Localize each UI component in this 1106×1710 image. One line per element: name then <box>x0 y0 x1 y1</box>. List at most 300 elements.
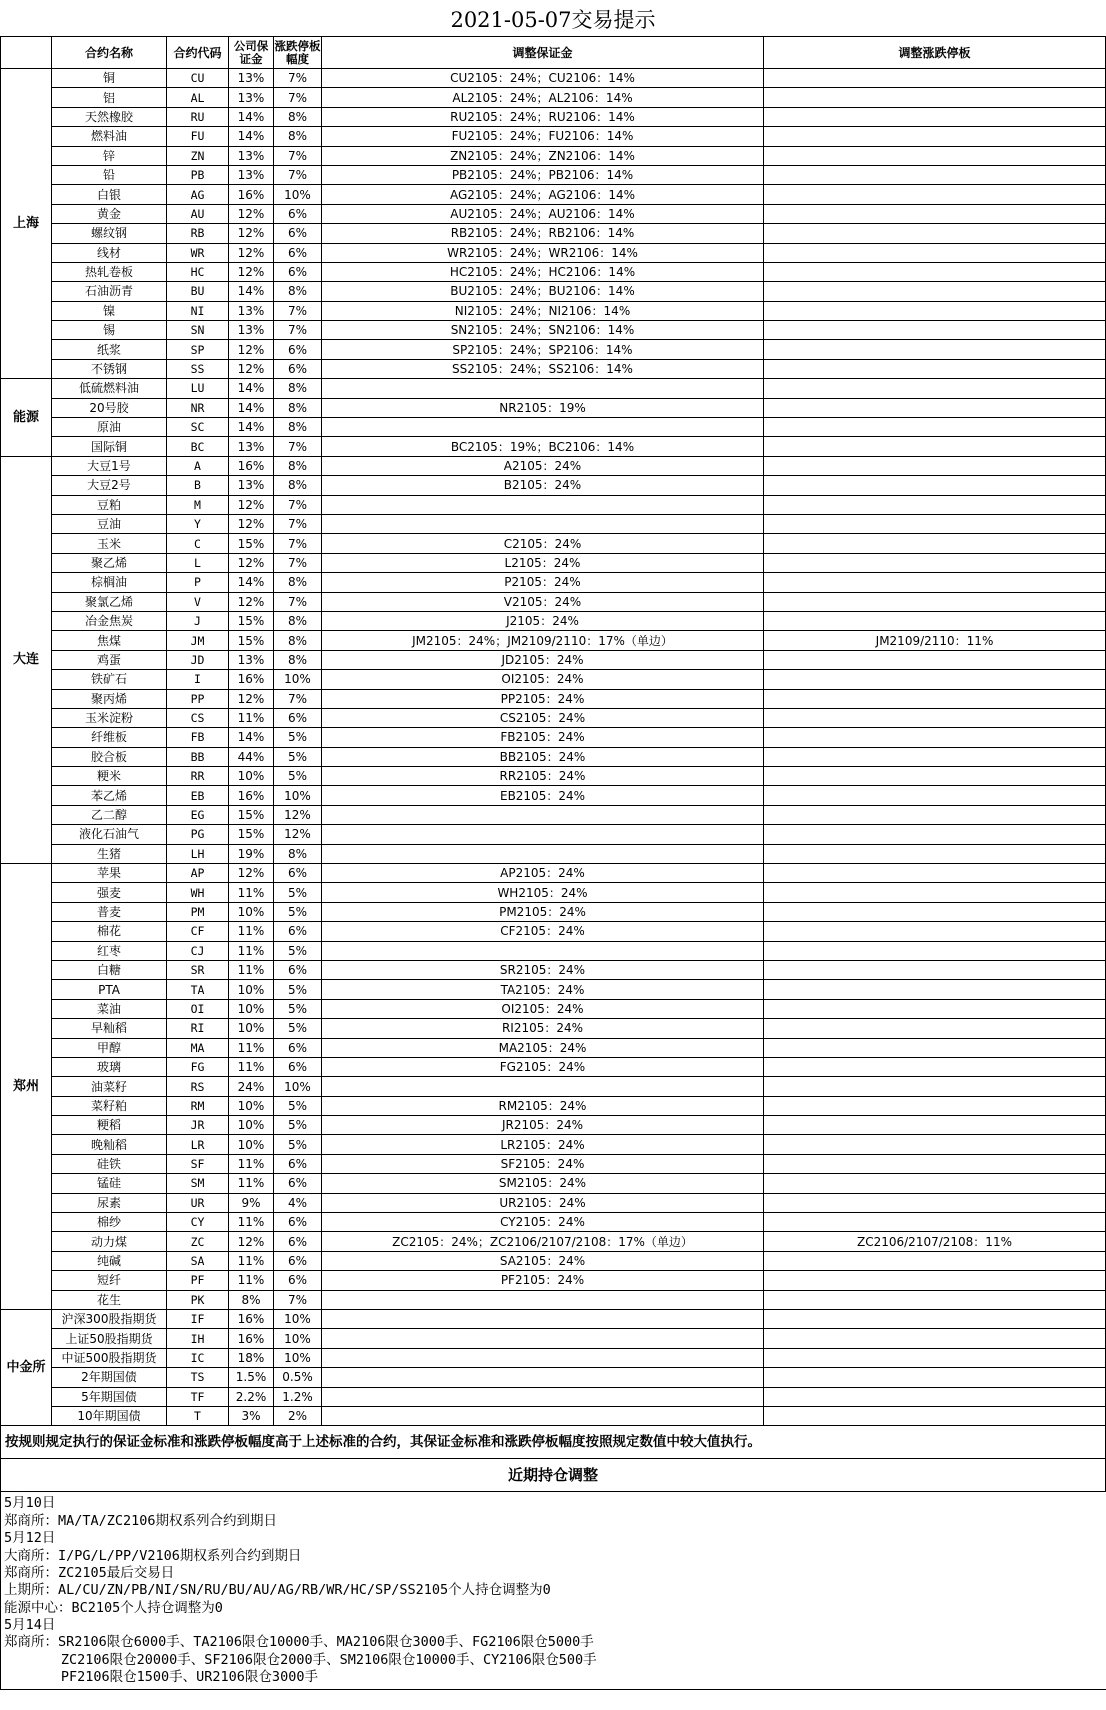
table-row <box>1 922 1106 941</box>
table-row <box>1 805 1106 824</box>
adjusted-limit-cell <box>764 243 1106 262</box>
notes-line: 郑商所：MA/TA/ZC2106期权系列合约到期日 <box>4 1512 278 1529</box>
margin-cell: 11% <box>229 883 274 902</box>
contract-code-cell: RU <box>167 107 229 126</box>
contract-code-cell: JM <box>167 631 229 650</box>
adjusted-limit-cell <box>764 262 1106 281</box>
notes-line: 5月12日 <box>4 1530 56 1547</box>
limit-cell: 7% <box>274 689 322 708</box>
contract-name-cell: 纸浆 <box>52 340 167 359</box>
table-row <box>1 883 1106 902</box>
contract-name-cell: 聚丙烯 <box>52 689 167 708</box>
adjusted-margin-cell <box>322 495 764 514</box>
contract-name-cell: PTA <box>52 980 167 999</box>
limit-cell: 8% <box>274 107 322 126</box>
limit-cell: 7% <box>274 592 322 611</box>
contract-name-cell: 大豆1号 <box>52 456 167 475</box>
header-adj-margin: 调整保证金 <box>322 37 764 69</box>
adjusted-margin-cell: OI2105：24% <box>322 670 764 689</box>
margin-cell: 12% <box>229 243 274 262</box>
margin-cell: 14% <box>229 379 274 398</box>
contract-code-cell: M <box>167 495 229 514</box>
margin-cell: 12% <box>229 553 274 572</box>
margin-cell: 12% <box>229 514 274 533</box>
limit-cell: 8% <box>274 282 322 301</box>
limit-cell: 7% <box>274 146 322 165</box>
contract-name-cell: 纯碱 <box>52 1251 167 1270</box>
margin-cell: 16% <box>229 786 274 805</box>
contract-name-cell: 白银 <box>52 185 167 204</box>
table-row <box>1 708 1106 727</box>
section-row <box>1 1459 1106 1492</box>
adjusted-margin-cell <box>322 941 764 960</box>
limit-cell: 10% <box>274 1348 322 1367</box>
adjusted-limit-cell <box>764 1271 1106 1290</box>
margin-cell: 10% <box>229 767 274 786</box>
contract-name-cell: 不锈钢 <box>52 359 167 378</box>
contract-name-cell: 5年期国债 <box>52 1387 167 1406</box>
margin-cell: 13% <box>229 437 274 456</box>
table-row <box>1 592 1106 611</box>
margin-cell: 11% <box>229 1251 274 1270</box>
adjusted-margin-cell: JR2105：24% <box>322 1116 764 1135</box>
margin-cell: 13% <box>229 69 274 88</box>
adjusted-limit-cell <box>764 69 1106 88</box>
adjusted-limit-cell <box>764 1116 1106 1135</box>
margin-cell: 11% <box>229 1057 274 1076</box>
table-row <box>1 165 1106 184</box>
adjusted-limit-cell <box>764 456 1106 475</box>
table-row <box>1 456 1106 475</box>
adjusted-margin-cell <box>322 805 764 824</box>
adjusted-margin-cell: PM2105：24% <box>322 902 764 921</box>
margin-cell: 14% <box>229 418 274 437</box>
adjusted-margin-cell <box>322 844 764 863</box>
table-row <box>1 1213 1106 1232</box>
adjusted-margin-cell: SF2105：24% <box>322 1154 764 1173</box>
limit-cell: 5% <box>274 883 322 902</box>
adjusted-limit-cell <box>764 689 1106 708</box>
contract-code-cell: BC <box>167 437 229 456</box>
contract-name-cell: 纤维板 <box>52 728 167 747</box>
notes-line: 大商所：I/PG/L/PP/V2106期权系列合约到期日 <box>4 1547 302 1564</box>
contract-name-cell: 乙二醇 <box>52 805 167 824</box>
contract-name-cell: 玉米 <box>52 534 167 553</box>
contract-code-cell: SR <box>167 960 229 979</box>
header-adj-limit: 调整涨跌停板 <box>764 37 1106 69</box>
table-row <box>1 1290 1106 1309</box>
adjusted-limit-cell <box>764 670 1106 689</box>
table-row <box>1 1019 1106 1038</box>
contract-name-cell: 棉纱 <box>52 1213 167 1232</box>
margin-cell: 12% <box>229 340 274 359</box>
contract-code-cell: SM <box>167 1174 229 1193</box>
adjusted-limit-cell <box>764 728 1106 747</box>
limit-cell: 8% <box>274 398 322 417</box>
table-row <box>1 437 1106 456</box>
contract-name-cell: 冶金焦炭 <box>52 611 167 630</box>
limit-cell: 7% <box>274 88 322 107</box>
limit-cell: 7% <box>274 437 322 456</box>
contract-code-cell: SC <box>167 418 229 437</box>
table-row <box>1 1038 1106 1057</box>
contract-code-cell: CJ <box>167 941 229 960</box>
table-row <box>1 379 1106 398</box>
margin-cell: 18% <box>229 1348 274 1367</box>
table-row <box>1 1368 1106 1387</box>
adjusted-limit-cell <box>764 495 1106 514</box>
adjusted-margin-cell: CY2105：24% <box>322 1213 764 1232</box>
margin-cell: 16% <box>229 670 274 689</box>
contract-name-cell: 焦煤 <box>52 631 167 650</box>
limit-cell: 8% <box>274 379 322 398</box>
contract-name-cell: 粳米 <box>52 767 167 786</box>
notes-line: 5月14日 <box>4 1617 56 1634</box>
table-row <box>1 1329 1106 1348</box>
adjusted-margin-cell <box>322 514 764 533</box>
table-row <box>1 185 1106 204</box>
adjusted-margin-cell: AG2105：24%；AG2106：14% <box>322 185 764 204</box>
adjusted-margin-cell: MA2105：24% <box>322 1038 764 1057</box>
contract-name-cell: 苯乙烯 <box>52 786 167 805</box>
table-row <box>1 476 1106 495</box>
adjusted-limit-cell <box>764 825 1106 844</box>
margin-cell: 1.5% <box>229 1368 274 1387</box>
margin-cell: 11% <box>229 960 274 979</box>
adjusted-margin-cell: ZC2105：24%；ZC2106/2107/2108：17%（单边） <box>322 1232 764 1251</box>
contract-code-cell: TS <box>167 1368 229 1387</box>
contract-name-cell: 棉花 <box>52 922 167 941</box>
contract-code-cell: SS <box>167 359 229 378</box>
adjusted-margin-cell: TA2105：24% <box>322 980 764 999</box>
contract-code-cell: AL <box>167 88 229 107</box>
contract-code-cell: OI <box>167 999 229 1018</box>
header-code: 合约代码 <box>167 37 229 69</box>
contract-code-cell: J <box>167 611 229 630</box>
margin-cell: 12% <box>229 262 274 281</box>
limit-cell: 6% <box>274 1251 322 1270</box>
table-row <box>1 902 1106 921</box>
adjusted-limit-cell <box>764 1096 1106 1115</box>
adjusted-limit-cell <box>764 1213 1106 1232</box>
adjusted-margin-cell: SP2105：24%；SP2106：14% <box>322 340 764 359</box>
limit-cell: 8% <box>274 127 322 146</box>
contract-code-cell: BU <box>167 282 229 301</box>
table-row <box>1 747 1106 766</box>
table-body <box>1 69 1106 1426</box>
adjusted-margin-cell: AL2105：24%；AL2106：14% <box>322 88 764 107</box>
table-row <box>1 611 1106 630</box>
contract-name-cell: 中证500股指期货 <box>52 1348 167 1367</box>
limit-cell: 5% <box>274 980 322 999</box>
adjusted-limit-cell <box>764 1348 1106 1367</box>
contract-code-cell: NR <box>167 398 229 417</box>
contract-code-cell: AU <box>167 204 229 223</box>
adjusted-limit-cell <box>764 224 1106 243</box>
margin-cell: 12% <box>229 359 274 378</box>
adjusted-margin-cell <box>322 1310 764 1329</box>
contract-name-cell: 大豆2号 <box>52 476 167 495</box>
contract-code-cell: IH <box>167 1329 229 1348</box>
contract-name-cell: 聚乙烯 <box>52 553 167 572</box>
adjusted-margin-cell: WH2105：24% <box>322 883 764 902</box>
contract-code-cell: TA <box>167 980 229 999</box>
contract-code-cell: RR <box>167 767 229 786</box>
table-row <box>1 1232 1106 1251</box>
adjusted-margin-cell <box>322 1329 764 1348</box>
margin-cell: 16% <box>229 1310 274 1329</box>
contract-name-cell: 生猪 <box>52 844 167 863</box>
adjusted-margin-cell <box>322 1406 764 1425</box>
limit-cell: 6% <box>274 960 322 979</box>
contract-code-cell: EG <box>167 805 229 824</box>
table-row <box>1 204 1106 223</box>
margin-cell: 10% <box>229 1096 274 1115</box>
table-row <box>1 1251 1106 1270</box>
contract-name-cell: 红枣 <box>52 941 167 960</box>
contract-code-cell: ZC <box>167 1232 229 1251</box>
exchange-cell: 大连 <box>1 456 52 863</box>
adjusted-margin-cell: CU2105：24%；CU2106：14% <box>322 69 764 88</box>
adjusted-margin-cell: NI2105：24%；NI2106：14% <box>322 301 764 320</box>
contract-code-cell: LU <box>167 379 229 398</box>
adjusted-limit-cell <box>764 999 1106 1018</box>
contract-code-cell: PP <box>167 689 229 708</box>
adjusted-limit-cell <box>764 1251 1106 1270</box>
header-limit: 涨跌停板幅度 <box>274 37 322 69</box>
adjusted-limit-cell <box>764 1135 1106 1154</box>
contract-code-cell: LH <box>167 844 229 863</box>
limit-cell: 6% <box>274 1213 322 1232</box>
margin-cell: 13% <box>229 476 274 495</box>
adjusted-margin-cell: PB2105：24%；PB2106：14% <box>322 165 764 184</box>
contract-code-cell: JD <box>167 650 229 669</box>
adjusted-limit-cell <box>764 534 1106 553</box>
contract-code-cell: V <box>167 592 229 611</box>
notes-line: 郑商所：SR2106限仓6000手、TA2106限仓10000手、MA2106限仓3000手、FG2106限仓5000手 <box>4 1634 594 1651</box>
margin-cell: 10% <box>229 1135 274 1154</box>
adjusted-margin-cell: SA2105：24% <box>322 1251 764 1270</box>
margin-cell: 13% <box>229 165 274 184</box>
contract-name-cell: 铝 <box>52 88 167 107</box>
contract-name-cell: 燃料油 <box>52 127 167 146</box>
adjusted-limit-cell <box>764 379 1106 398</box>
adjusted-margin-cell: CF2105：24% <box>322 922 764 941</box>
adjusted-limit-cell <box>764 980 1106 999</box>
adjusted-limit-cell <box>764 902 1106 921</box>
contract-name-cell: 螺纹钢 <box>52 224 167 243</box>
margin-cell: 10% <box>229 980 274 999</box>
limit-cell: 8% <box>274 418 322 437</box>
adjusted-margin-cell: PP2105：24% <box>322 689 764 708</box>
contract-name-cell: 低硫燃料油 <box>52 379 167 398</box>
margin-cell: 19% <box>229 844 274 863</box>
limit-cell: 10% <box>274 185 322 204</box>
contract-name-cell: 热轧卷板 <box>52 262 167 281</box>
table-row <box>1 321 1106 340</box>
contract-name-cell: 强麦 <box>52 883 167 902</box>
adjusted-limit-cell <box>764 922 1106 941</box>
table-row <box>1 514 1106 533</box>
adjusted-limit-cell <box>764 941 1106 960</box>
adjusted-margin-cell: C2105：24% <box>322 534 764 553</box>
adjusted-limit-cell <box>764 573 1106 592</box>
adjusted-margin-cell: SM2105：24% <box>322 1174 764 1193</box>
contract-name-cell: 棕榈油 <box>52 573 167 592</box>
adjusted-margin-cell: V2105：24% <box>322 592 764 611</box>
contract-name-cell: 豆油 <box>52 514 167 533</box>
contract-code-cell: TF <box>167 1387 229 1406</box>
contract-code-cell: HC <box>167 262 229 281</box>
table-row <box>1 1096 1106 1115</box>
contract-name-cell: 石油沥青 <box>52 282 167 301</box>
adjusted-limit-cell <box>764 476 1106 495</box>
adjusted-margin-cell: B2105：24% <box>322 476 764 495</box>
limit-cell: 5% <box>274 747 322 766</box>
adjusted-limit-cell <box>764 767 1106 786</box>
adjusted-margin-cell: ZN2105：24%；ZN2106：14% <box>322 146 764 165</box>
adjusted-limit-cell <box>764 418 1106 437</box>
margin-cell: 11% <box>229 922 274 941</box>
contract-code-cell: FB <box>167 728 229 747</box>
limit-cell: 8% <box>274 456 322 475</box>
margin-cell: 12% <box>229 224 274 243</box>
limit-cell: 6% <box>274 262 322 281</box>
table-row <box>1 359 1106 378</box>
margin-cell: 12% <box>229 864 274 883</box>
table-row <box>1 767 1106 786</box>
table-row <box>1 398 1106 417</box>
notes-line: ZC2106限仓20000手、SF2106限仓2000手、SM2106限仓10000手、CY2106限仓500手 <box>4 1651 597 1668</box>
table-row <box>1 1057 1106 1076</box>
contract-name-cell: 铜 <box>52 69 167 88</box>
limit-cell: 10% <box>274 670 322 689</box>
adjusted-limit-cell <box>764 1174 1106 1193</box>
margin-cell: 14% <box>229 728 274 747</box>
margin-cell: 8% <box>229 1290 274 1309</box>
contract-name-cell: 铁矿石 <box>52 670 167 689</box>
limit-cell: 8% <box>274 573 322 592</box>
contract-code-cell: SF <box>167 1154 229 1173</box>
adjusted-limit-cell <box>764 1077 1106 1096</box>
limit-cell: 6% <box>274 359 322 378</box>
adjusted-margin-cell: BC2105：19%；BC2106：14% <box>322 437 764 456</box>
limit-cell: 8% <box>274 631 322 650</box>
table-row <box>1 1387 1106 1406</box>
adjusted-limit-cell <box>764 1329 1106 1348</box>
section-title: 近期持仓调整 <box>1 1459 1106 1492</box>
limit-cell: 10% <box>274 1310 322 1329</box>
adjusted-limit-cell <box>764 883 1106 902</box>
table-row <box>1 999 1106 1018</box>
contract-code-cell: AG <box>167 185 229 204</box>
table-row <box>1 844 1106 863</box>
contract-name-cell: 沪深300股指期货 <box>52 1310 167 1329</box>
adjusted-limit-cell <box>764 107 1106 126</box>
contract-name-cell: 国际铜 <box>52 437 167 456</box>
page-title: 2021-05-07交易提示 <box>450 8 656 32</box>
table-row <box>1 282 1106 301</box>
exchange-cell: 郑州 <box>1 864 52 1310</box>
margin-cell: 2.2% <box>229 1387 274 1406</box>
contract-code-cell: PK <box>167 1290 229 1309</box>
contract-code-cell: B <box>167 476 229 495</box>
contract-name-cell: 白糖 <box>52 960 167 979</box>
adjusted-limit-cell <box>764 844 1106 863</box>
contract-code-cell: Y <box>167 514 229 533</box>
limit-cell: 7% <box>274 514 322 533</box>
adjusted-margin-cell: RU2105：24%；RU2106：14% <box>322 107 764 126</box>
note-row <box>1 1426 1106 1459</box>
exchange-cell: 中金所 <box>1 1310 52 1426</box>
contract-code-cell: LR <box>167 1135 229 1154</box>
contract-code-cell: ZN <box>167 146 229 165</box>
contract-code-cell: NI <box>167 301 229 320</box>
adjusted-margin-cell: WR2105：24%；WR2106：14% <box>322 243 764 262</box>
margin-cell: 11% <box>229 941 274 960</box>
table-row <box>1 243 1106 262</box>
adjusted-margin-cell: FU2105：24%；FU2106：14% <box>322 127 764 146</box>
adjusted-margin-cell <box>322 1348 764 1367</box>
contract-name-cell: 锌 <box>52 146 167 165</box>
contract-name-cell: 短纤 <box>52 1271 167 1290</box>
adjusted-margin-cell: FB2105：24% <box>322 728 764 747</box>
adjusted-limit-cell <box>764 1387 1106 1406</box>
adjusted-margin-cell: P2105：24% <box>322 573 764 592</box>
limit-cell: 8% <box>274 476 322 495</box>
adjusted-margin-cell: PF2105：24% <box>322 1271 764 1290</box>
contract-name-cell: 鸡蛋 <box>52 650 167 669</box>
margin-cell: 10% <box>229 1116 274 1135</box>
contract-code-cell: P <box>167 573 229 592</box>
limit-cell: 6% <box>274 1057 322 1076</box>
margin-cell: 44% <box>229 747 274 766</box>
limit-cell: 7% <box>274 165 322 184</box>
table-row <box>1 1135 1106 1154</box>
contract-name-cell: 镍 <box>52 301 167 320</box>
adjusted-limit-cell <box>764 437 1106 456</box>
table-row <box>1 301 1106 320</box>
margin-cell: 10% <box>229 902 274 921</box>
limit-cell: 7% <box>274 321 322 340</box>
margin-cell: 13% <box>229 146 274 165</box>
margin-cell: 14% <box>229 107 274 126</box>
contract-code-cell: UR <box>167 1193 229 1212</box>
table-row <box>1 941 1106 960</box>
contract-code-cell: PB <box>167 165 229 184</box>
margin-cell: 15% <box>229 631 274 650</box>
table-row <box>1 825 1106 844</box>
margin-cell: 11% <box>229 1174 274 1193</box>
contract-code-cell: C <box>167 534 229 553</box>
contract-name-cell: 普麦 <box>52 902 167 921</box>
adjusted-limit-cell <box>764 1368 1106 1387</box>
contract-code-cell: CS <box>167 708 229 727</box>
table-row <box>1 980 1106 999</box>
adjusted-limit-cell <box>764 708 1106 727</box>
adjusted-limit-cell <box>764 1193 1106 1212</box>
contract-code-cell: RM <box>167 1096 229 1115</box>
table-row <box>1 864 1106 883</box>
adjusted-margin-cell: SR2105：24% <box>322 960 764 979</box>
adjusted-margin-cell <box>322 1290 764 1309</box>
notes-line: 郑商所：ZC2105最后交易日 <box>4 1564 175 1581</box>
limit-cell: 7% <box>274 301 322 320</box>
trading-table <box>0 36 1106 1492</box>
contract-name-cell: 花生 <box>52 1290 167 1309</box>
adjusted-limit-cell <box>764 359 1106 378</box>
contract-name-cell: 20号胶 <box>52 398 167 417</box>
